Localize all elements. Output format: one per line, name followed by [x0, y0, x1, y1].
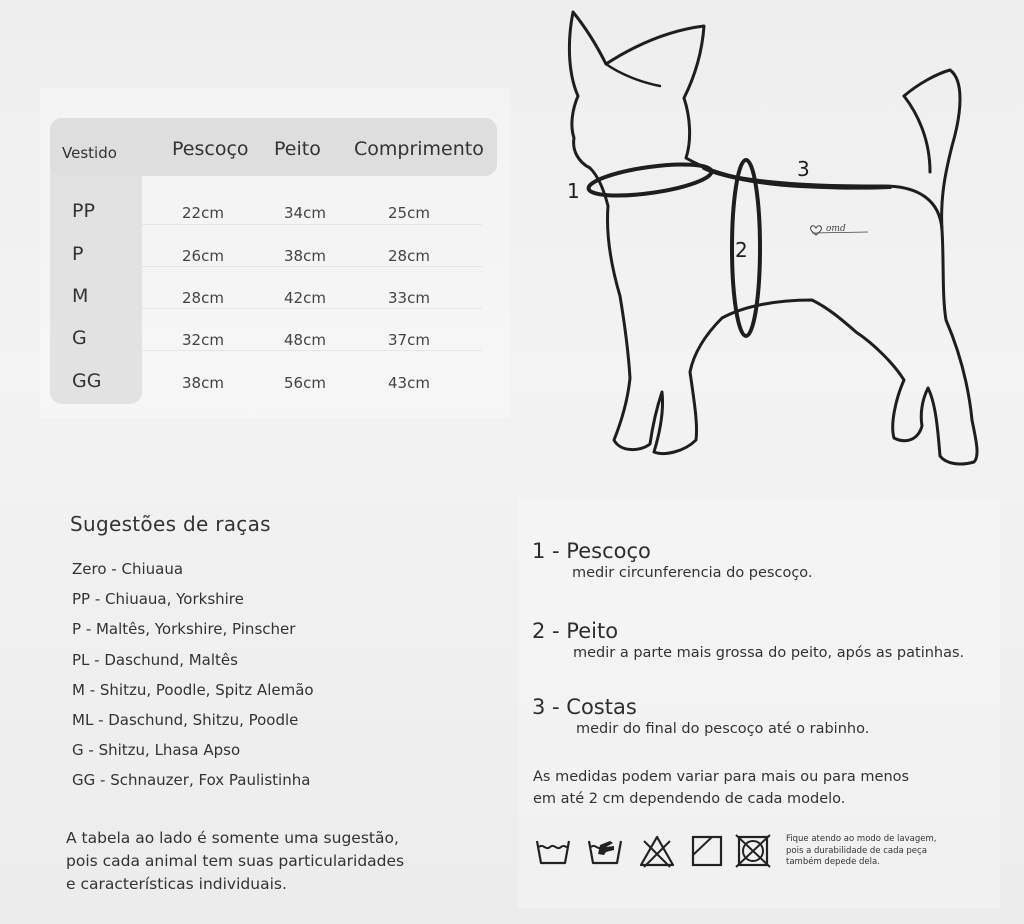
measure-neck: [532, 539, 813, 581]
care-note: [786, 834, 936, 869]
measure-title: 3 - Costas: [532, 695, 637, 719]
signature-heart-icon: [811, 226, 822, 235]
measure-back: [532, 695, 869, 737]
breed-list: [72, 560, 314, 802]
neck-value: 22cm: [182, 204, 224, 222]
neck-value: 26cm: [182, 247, 224, 265]
list-item: GG - Schnauzer, Fox Paulistinha: [72, 771, 311, 790]
neck-measure-loop: [587, 158, 713, 201]
measure-description: medir circunferencia do pescoço.: [572, 565, 813, 581]
disclaimer-line: e características individuais.: [66, 875, 287, 893]
neck-value: 38cm: [182, 374, 224, 392]
measure-chest: [532, 619, 964, 661]
size-label: GG: [72, 370, 102, 392]
label-3: 3: [797, 157, 810, 181]
size-label: PP: [72, 200, 95, 222]
size-label: M: [72, 285, 89, 307]
care-note-line: também depede dela.: [786, 857, 880, 867]
disclaimer-line: A tabela ao lado é somente uma sugestão,: [66, 829, 399, 847]
size-label: G: [72, 327, 87, 349]
label-2: 2: [735, 238, 748, 262]
measure-description: medir a parte mais grossa do peito, após as patinhas.: [573, 645, 965, 661]
size-table: [50, 118, 500, 408]
dog-tail: [904, 70, 960, 230]
line-dry-icon: [688, 833, 726, 869]
no-tumble-dry-icon: [734, 833, 772, 869]
table-row: [50, 319, 500, 361]
table-row: [50, 235, 500, 277]
header-neck: Pescoço: [172, 138, 249, 160]
list-item: M - Shitzu, Poodle, Spitz Alemão: [72, 680, 314, 699]
list-item: PL - Daschund, Maltês: [72, 650, 238, 669]
label-1: 1: [567, 179, 580, 203]
care-note-line: Fique atendo ao modo de lavagem,: [786, 834, 937, 844]
table-row: [50, 277, 500, 319]
chest-value: 42cm: [284, 289, 326, 307]
list-item: ML - Daschund, Shitzu, Poodle: [72, 710, 299, 729]
length-value: 43cm: [388, 374, 430, 392]
signature-text: omd: [826, 224, 846, 234]
note-line: As medidas podem variar para mais ou para menos: [533, 769, 910, 785]
length-value: 33cm: [388, 289, 430, 307]
list-item: Zero - Chiuaua: [72, 560, 184, 578]
length-value: 25cm: [388, 204, 430, 222]
header-garment: Vestido: [62, 144, 117, 162]
table-row: [50, 192, 500, 234]
header-chest: Peito: [274, 138, 321, 160]
variation-note: [533, 766, 909, 810]
header-length: Comprimento: [354, 138, 484, 160]
measure-title: 1 - Pescoço: [532, 539, 651, 563]
list-item: P - Maltês, Yorkshire, Pinscher: [72, 620, 296, 639]
chest-value: 56cm: [284, 374, 326, 392]
hand-wash-icon: [586, 833, 624, 869]
note-line: em até 2 cm dependendo de cada modelo.: [533, 791, 846, 807]
dog-ear-line: [606, 64, 660, 86]
hand-wash-30-icon: [534, 833, 572, 869]
dog-tail-inner: [904, 96, 930, 172]
table-disclaimer: [66, 827, 426, 896]
signature-underline: [812, 232, 868, 233]
care-icons: [534, 833, 774, 873]
no-bleach-icon: [638, 833, 676, 869]
dog-measurement-diagram: [540, 0, 1010, 470]
size-label: P: [72, 243, 84, 265]
chest-value: 48cm: [284, 331, 326, 349]
list-item: G - Shitzu, Lhasa Apso: [72, 741, 241, 760]
measure-description: medir do final do pescoço até o rabinho.: [576, 721, 870, 737]
length-value: 28cm: [388, 247, 430, 265]
dog-outline: [569, 12, 977, 464]
breeds-title: Sugestões de raças: [70, 512, 271, 536]
disclaimer-line: pois cada animal tem suas particularidades: [66, 852, 405, 870]
chest-value: 34cm: [284, 204, 326, 222]
table-row: [50, 362, 500, 404]
measure-title: 2 - Peito: [532, 619, 619, 643]
length-value: 37cm: [388, 331, 430, 349]
chest-value: 38cm: [284, 247, 326, 265]
neck-value: 28cm: [182, 289, 224, 307]
list-item: PP - Chiuaua, Yorkshire: [72, 590, 244, 609]
care-note-line: pois a durabilidade de cada peça: [786, 845, 927, 856]
neck-value: 32cm: [182, 331, 224, 349]
